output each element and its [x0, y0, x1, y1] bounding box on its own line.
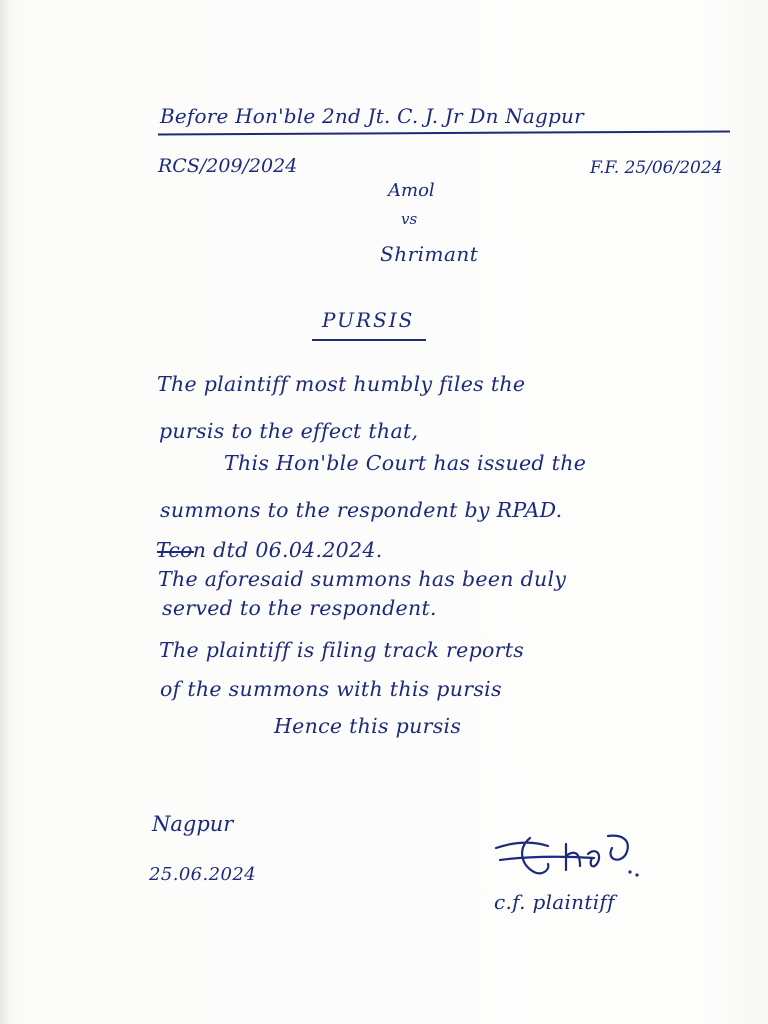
body-line: This Hon'ble Court has issued the — [224, 451, 587, 475]
document-title: PURSIS — [322, 308, 415, 332]
signature-mark — [490, 826, 690, 886]
body-line: of the summons with this pursis — [160, 677, 502, 701]
plaintiff-name: Amol — [388, 180, 435, 201]
title-underline — [312, 339, 426, 341]
body-line: Tcon dtd 06.04.2024. — [156, 538, 383, 562]
body-line: Hence this pursis — [274, 714, 462, 738]
case-number: RCS/209/2024 — [158, 155, 298, 177]
body-line: served to the respondent. — [162, 596, 437, 620]
body-line: summons to the respondent by RPAD. — [160, 498, 563, 522]
body-line: pursis to the effect that, — [159, 419, 419, 443]
body-line: The plaintiff is filing track reports — [159, 638, 525, 662]
place: Nagpur — [152, 812, 234, 836]
respondent-name: Shrimant — [380, 242, 479, 266]
body-line: The plaintiff most humbly files the — [157, 372, 526, 396]
page-edge-shadow — [0, 0, 10, 1024]
court-heading: Before Hon'ble 2nd Jt. C. J. Jr Dn Nagpur — [160, 104, 584, 128]
strikethrough-mark — [157, 551, 194, 553]
heading-underline — [158, 131, 730, 136]
ff-date: F.F. 25/06/2024 — [590, 158, 723, 178]
signatory-label: c.f. plaintiff — [494, 890, 615, 914]
versus-label: vs — [401, 210, 418, 228]
body-line: The aforesaid summons has been duly — [158, 567, 567, 591]
signed-date: 25.06.2024 — [149, 864, 257, 885]
